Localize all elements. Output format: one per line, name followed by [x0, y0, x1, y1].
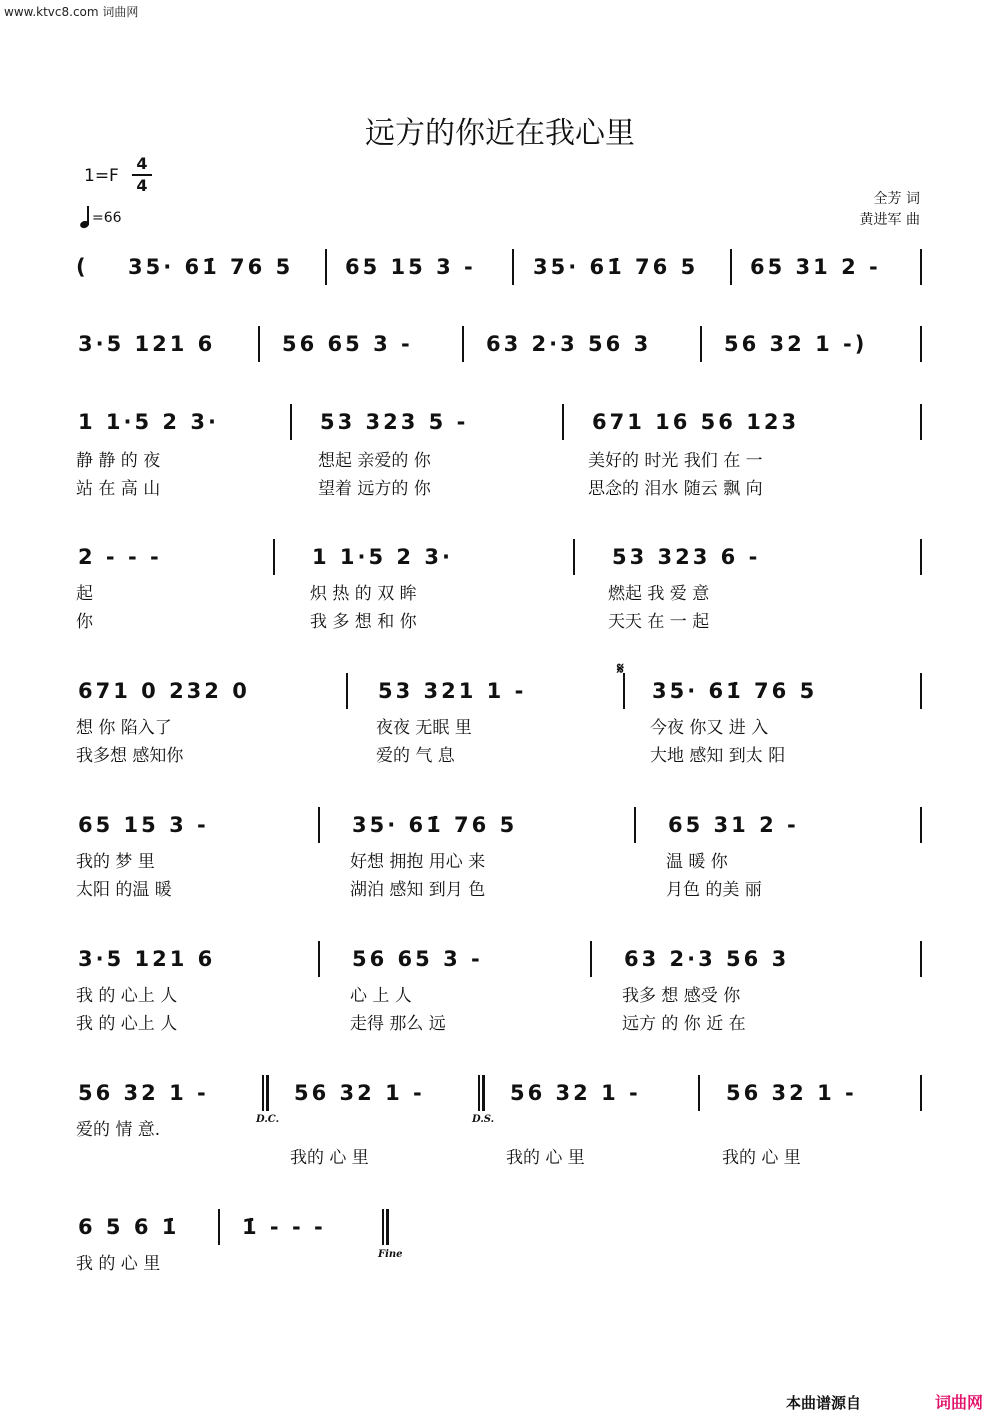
- lyric: 月色 的美 丽: [666, 880, 762, 900]
- score-system-2: [0, 332, 1000, 356]
- score-system-8: [0, 1081, 1000, 1125]
- footer-logo[interactable]: 词曲网: [935, 1393, 984, 1412]
- barline: [512, 249, 514, 285]
- measure: 35· 61̇ 76 5: [652, 679, 818, 703]
- lyric: 起: [76, 584, 93, 604]
- footer-source: 本曲谱源自: [786, 1394, 862, 1412]
- score-system-1: [0, 255, 1000, 279]
- lyric-line-1: [0, 1254, 1000, 1274]
- watermark: www.ktvc8.com 词曲网: [4, 5, 139, 19]
- barline: [700, 326, 702, 362]
- measure: 1̇ - - -: [242, 1215, 326, 1239]
- lyric: 我 的 心上 人: [76, 1014, 178, 1034]
- lyric: 太阳 的温 暖: [76, 880, 172, 900]
- barline: [920, 404, 922, 440]
- score-system-7: [0, 947, 1000, 971]
- measure: 65 31 2 -: [668, 813, 799, 837]
- lyric-line-2: [0, 612, 1000, 632]
- lyric: 炽 热 的 双 眸: [310, 584, 417, 604]
- barline: [258, 326, 260, 362]
- lyric-line-1: [0, 451, 1000, 471]
- lyric-line-2: [0, 1014, 1000, 1034]
- lyric: 好想 拥抱 用心 来: [350, 852, 486, 872]
- repeat-barline: [266, 1075, 269, 1111]
- lyric: 我 多 想 和 你: [310, 612, 417, 632]
- barline: [920, 539, 922, 575]
- barline: [273, 539, 275, 575]
- credits: [860, 189, 920, 231]
- fine-mark: Fine: [378, 1249, 403, 1260]
- measure: 65 31 2 -: [750, 255, 881, 279]
- barline: [920, 1075, 922, 1111]
- lyric: 美好的 时光 我们 在 一: [588, 451, 763, 471]
- measure: 35· 61̇ 76 5: [533, 255, 699, 279]
- lyric: 大地 感知 到太 阳: [650, 746, 786, 766]
- barline: [730, 249, 732, 285]
- lyric-line-1: [0, 584, 1000, 604]
- barline: [920, 807, 922, 843]
- lyricist: 全芳 词: [873, 191, 920, 207]
- measure: 65 15 3 -: [78, 813, 209, 837]
- barline: [290, 404, 292, 440]
- lyric: 站 在 高 山: [76, 479, 161, 499]
- measure: 56 32 1 -: [294, 1081, 425, 1105]
- barline: [634, 807, 636, 843]
- lyric: 爱的 气 息: [376, 746, 455, 766]
- measure: 56 65 3 -: [352, 947, 483, 971]
- barline: [218, 1209, 220, 1245]
- lyric: 我的 梦 里: [76, 852, 155, 872]
- measure: 53 321 1 -: [378, 679, 527, 703]
- measure: 53 323 5 -: [320, 410, 469, 434]
- score-system-5: [0, 659, 1000, 703]
- barline: [478, 1075, 480, 1111]
- time-signature-top: 4: [136, 154, 148, 173]
- lyric: 我的 心 里: [722, 1148, 801, 1168]
- measure: 56 65 3 -: [282, 332, 413, 356]
- measure: 63 2·3 56 3: [624, 947, 790, 971]
- lyric: 今夜 你又 进 入: [650, 718, 769, 738]
- lyric: 爱的 情 意.: [76, 1120, 161, 1140]
- segno-icon: 𝄋: [617, 659, 624, 678]
- barline: [325, 249, 327, 285]
- measure: 671 0 232 0: [78, 679, 250, 703]
- barline: [318, 807, 320, 843]
- lyric-line-1: [0, 1120, 1000, 1140]
- measure: 1 1·5 2 3·: [312, 545, 453, 569]
- score-system-4: [0, 545, 1000, 569]
- repeat-barline: [482, 1075, 485, 1111]
- composer: 黄进军 曲: [859, 212, 920, 228]
- lyric-line-1: [0, 986, 1000, 1006]
- lyric: 湖泊 感知 到月 色: [350, 880, 486, 900]
- lyric-line-1: [0, 718, 1000, 738]
- score-system-3: [0, 410, 1000, 434]
- barline: [462, 326, 464, 362]
- barline: [262, 1075, 264, 1111]
- measure: 35· 61̇ 76 5: [352, 813, 518, 837]
- barline: [346, 673, 348, 709]
- measure: 1 1·5 2 3·: [78, 410, 219, 434]
- lyric: 心 上 人: [350, 986, 412, 1006]
- lyric: 温 暖 你: [666, 852, 728, 872]
- barline: [590, 941, 592, 977]
- barline: [920, 673, 922, 709]
- measure: 53 323 6 -: [612, 545, 761, 569]
- tempo-value: =66: [92, 210, 122, 226]
- measure: 671 16 56 123: [592, 410, 800, 434]
- lyric: 夜夜 无眠 里: [376, 718, 472, 738]
- measure: 3·5 121 6: [78, 947, 216, 971]
- barline: [920, 941, 922, 977]
- barline: [920, 249, 922, 285]
- lyric: 你: [76, 612, 93, 632]
- lyric: 我 的 心 里: [76, 1254, 161, 1274]
- lyric: 想起 亲爱的 你: [318, 451, 431, 471]
- lyric-line-2: [0, 746, 1000, 766]
- measure: 2 - - -: [78, 545, 162, 569]
- lyric: 想 你 陷入了: [76, 718, 172, 738]
- lyric-line-2: [0, 479, 1000, 499]
- ds-mark: D.S.: [472, 1114, 495, 1125]
- barline: [920, 326, 922, 362]
- lyric: 我的 心 里: [290, 1148, 369, 1168]
- lyric: 望着 远方的 你: [318, 479, 431, 499]
- score-system-9: [0, 1215, 1000, 1260]
- lyric: 走得 那么 远: [350, 1014, 446, 1034]
- key-signature: 1=F: [84, 166, 119, 186]
- song-title: 远方的你近在我心里: [365, 116, 635, 151]
- lyric: 燃起 我 爱 意: [608, 584, 710, 604]
- measure: 56 32 1 -: [510, 1081, 641, 1105]
- tempo-marking: [80, 206, 122, 228]
- measure: 6 5 6 1̇: [78, 1215, 180, 1239]
- quarter-note-icon: [80, 206, 92, 228]
- time-signature: [132, 155, 152, 195]
- measure: 35· 61̇ 76 5: [128, 255, 294, 279]
- measure: 56 32 1 -): [724, 332, 868, 356]
- time-signature-bottom: 4: [136, 176, 148, 195]
- lyric: 我的 心 里: [506, 1148, 585, 1168]
- score-system-6: [0, 813, 1000, 837]
- barline: [382, 1209, 384, 1245]
- lyric: 我 的 心上 人: [76, 986, 178, 1006]
- barline: [562, 404, 564, 440]
- lyric: 思念的 泪水 随云 飘 向: [588, 479, 763, 499]
- barline: [698, 1075, 700, 1111]
- measure: 3·5 121 6: [78, 332, 216, 356]
- dc-mark: D.C.: [256, 1114, 280, 1125]
- barline: [318, 941, 320, 977]
- measure: 56 32 1 -: [78, 1081, 209, 1105]
- final-barline: [386, 1209, 389, 1245]
- lyric: 远方 的 你 近 在: [622, 1014, 746, 1034]
- measure: 65 15 3 -: [345, 255, 476, 279]
- lyric: 静 静 的 夜: [76, 451, 161, 471]
- measure: 63 2·3 56 3: [486, 332, 652, 356]
- lyric-line-2: [0, 1148, 1000, 1168]
- open-paren: (: [76, 255, 89, 279]
- lyric: 我多 想 感受 你: [622, 986, 741, 1006]
- measure: 56 32 1 -: [726, 1081, 857, 1105]
- lyric: 我多想 感知你: [76, 746, 184, 766]
- lyric-line-2: [0, 880, 1000, 900]
- barline: [573, 539, 575, 575]
- lyric-line-1: [0, 852, 1000, 872]
- lyric: 天天 在 一 起: [608, 612, 710, 632]
